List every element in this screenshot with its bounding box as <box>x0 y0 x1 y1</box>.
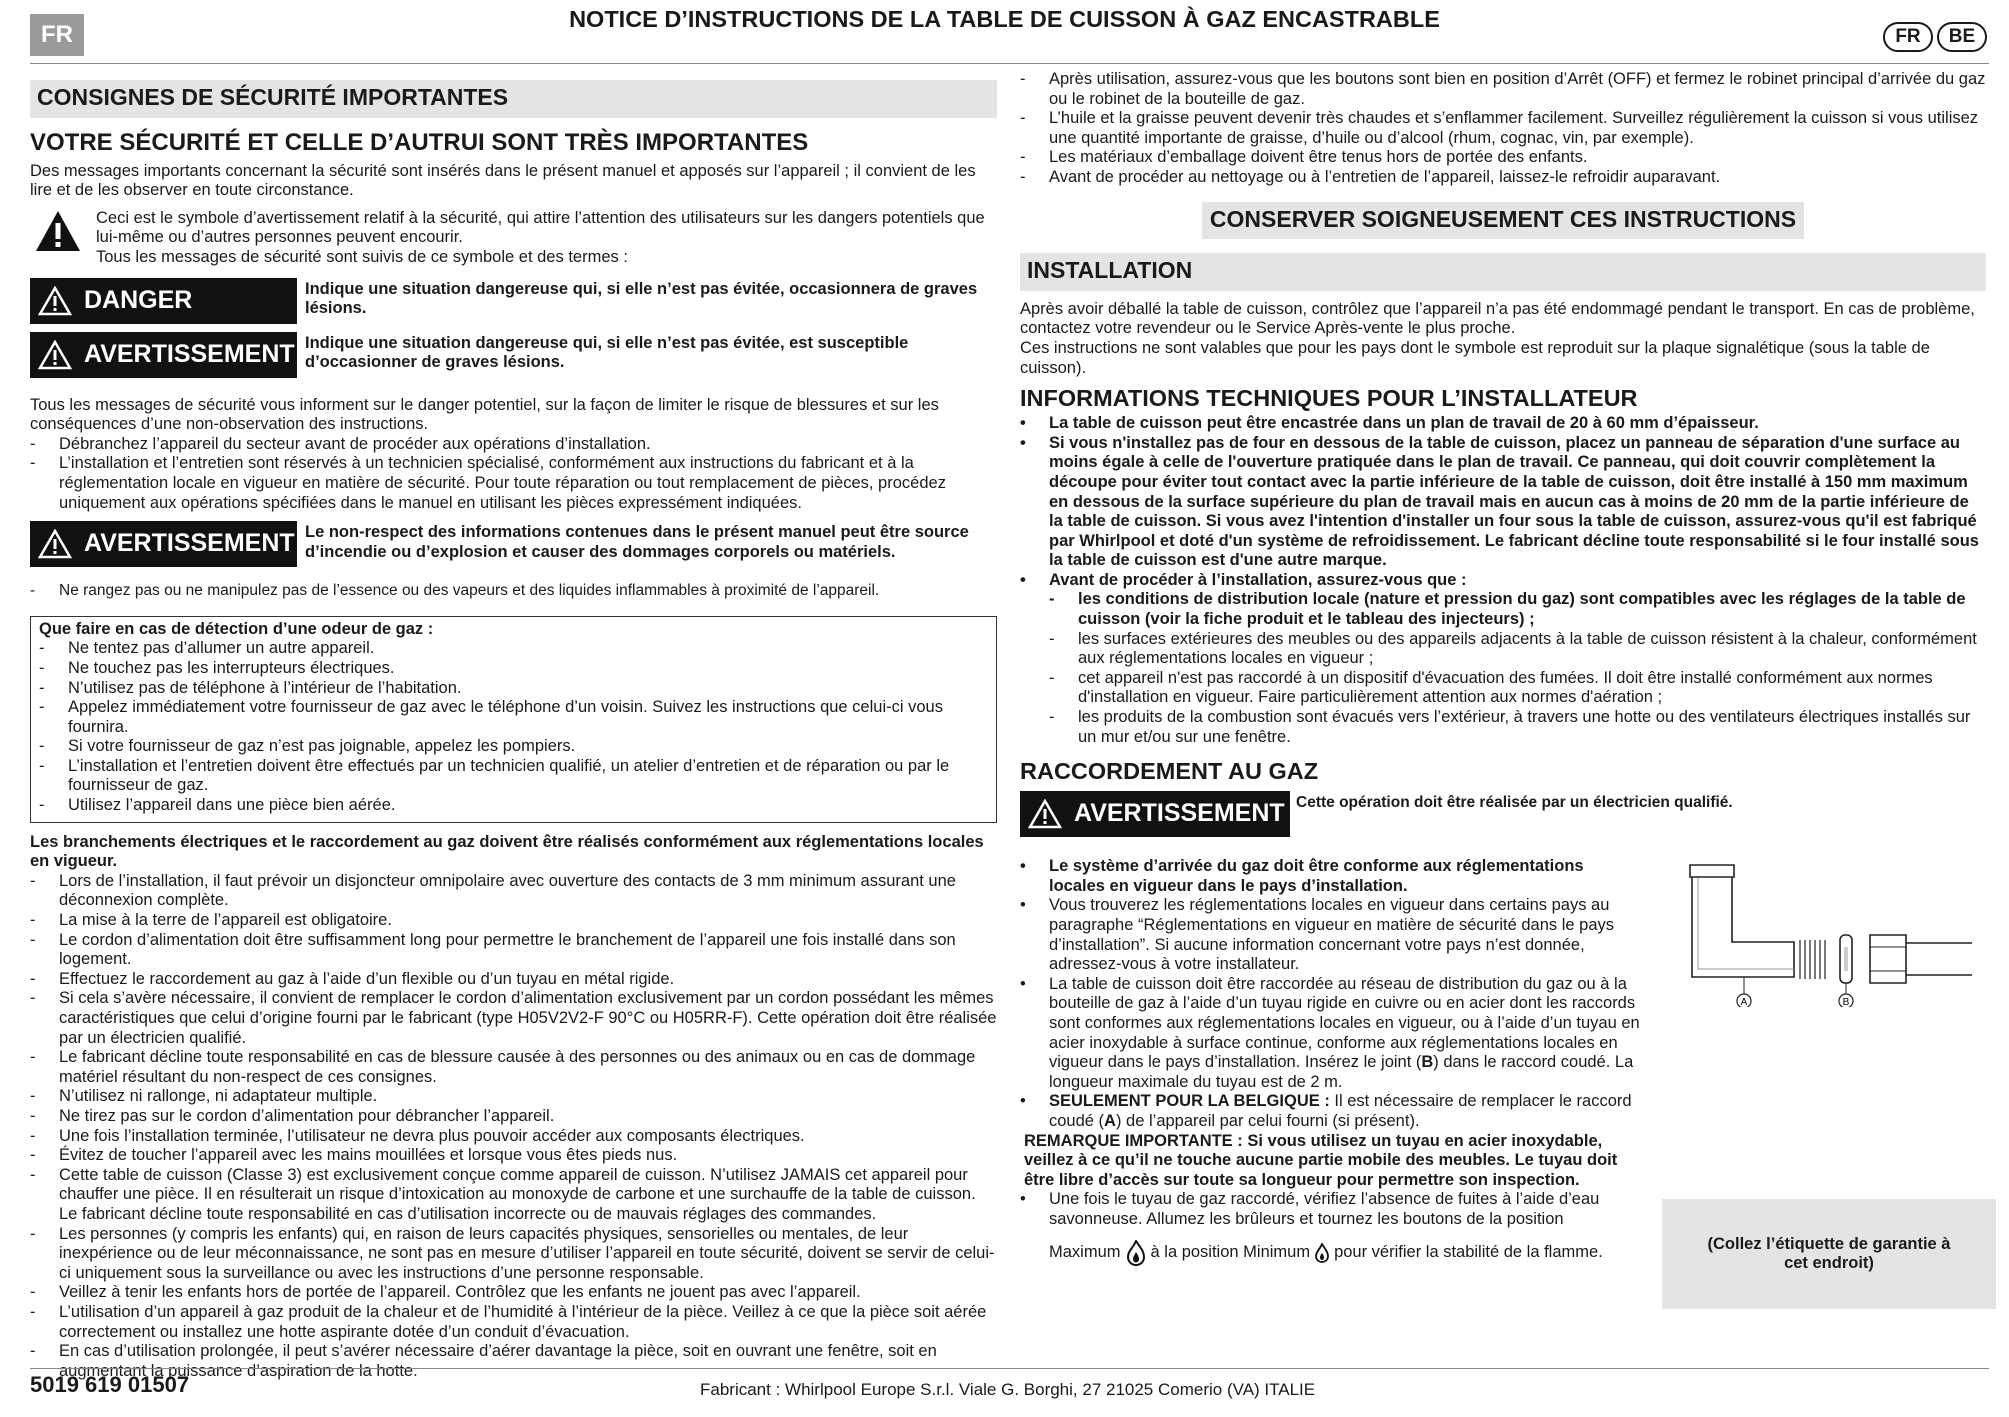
list-item: - Avant de procéder au nettoyage ou à l’entretien de l’appareil, laissez-le refroidir auparavant. <box>1020 168 1986 188</box>
country-badge-be: BE <box>1937 22 1987 52</box>
list-item: - Une fois l’installation terminée, l’utilisateur ne devra plus pouvoir accéder aux composants électriques. <box>30 1127 997 1147</box>
gas-figure-column <box>1644 857 1986 1273</box>
list-item: - Le cordon d’alimentation doit être suffisamment long pour permettre le branchement de l’appareil une fois installé dans son logement. <box>30 931 997 970</box>
gas-text-part: ) dans le raccord coudé. La longueur maximale du tuyau est de 2 m. <box>1049 1053 1634 1091</box>
warning-label-box <box>1020 791 1290 837</box>
list-item: - Cette table de cuisson (Classe 3) est exclusivement conçue comme appareil de cuisson. N’utilisez JAMAIS cet appareil pour chauffer une pièce. Il en résulterait un risque d’intoxication au monoxyde de carbone et une surchauffe de la table de cuisson. Le fabricant décline toute responsabilité en cas d’utilisation incorrecte ou de mauvais réglages des commandes. <box>30 1166 997 1225</box>
header-divider <box>30 63 1989 64</box>
section-safety-title: CONSIGNES DE SÉCURITÉ IMPORTANTES <box>30 80 997 118</box>
symbol-description: Ceci est le symbole d’avertissement relatif à la sécurité, qui attire l’attention des utilisateurs sur les dangers potentiels que lui-même ou d’autres personnes peuvent encourir. <box>96 208 985 247</box>
list-item: - Évitez de toucher l’appareil avec les mains mouillées et lorsque vous êtes pieds nus. <box>30 1146 997 1166</box>
list-item: - Les personnes (y compris les enfants) qui, en raison de leurs capacités physiques, sensorielles ou mentales, de leur inexpérience ou de leur méconnaissance, ne sont pas en mesure d’utiliser l’appareil en toute sécurité, doivent se servir de celui-ci uniquement sous la surveillance ou avec les instructions d’une personne responsable. <box>30 1225 997 1284</box>
flame-line <box>1049 1240 1644 1266</box>
gas-warning-row <box>1020 791 1986 837</box>
warning-label: AVERTISSEMENT <box>84 529 295 558</box>
danger-label: DANGER <box>84 285 193 314</box>
safety-para2: Tous les messages de sécurité vous informent sur le danger potentiel, sur la façon de limiter le risque de blessures et sur les conséquences d’une non-observation des instructions. <box>30 395 939 434</box>
warning-row <box>30 332 997 378</box>
list-item: - Effectuez le raccordement au gaz à l’aide d’un flexible ou d’un tuyau en métal rigide. <box>30 970 997 990</box>
large-flame-icon <box>1125 1240 1147 1266</box>
gas-text-part: SEULEMENT POUR LA BELGIQUE : <box>1049 1092 1330 1111</box>
technical-sublist <box>1049 590 1986 747</box>
warning-text: Le non-respect des informations contenues dans le présent manuel peut être source d’incendie ou d’explosion et causer des dommages corporels ou matériels. <box>305 523 969 561</box>
gas-odor-list <box>39 639 988 815</box>
gas-text-part: ) de l’appareil par celui fourni (si présent). <box>1115 1111 1420 1130</box>
list-item: - En cas d’utilisation prolongée, il peut s’avérer nécessaire d’aérer davantage la pièce, soit en ouvrant une fenêtre, soit en augmentant la puissance d’aspiration de la hotte. <box>30 1342 997 1381</box>
warning-triangle-icon <box>38 340 72 370</box>
gas-odor-box <box>30 616 997 823</box>
leak-check-text: Une fois le tuyau de gaz raccordé, vérifiez l’absence de fuites à l’aide d’eau savonneuse. Allumez les brûleurs et tournez les boutons de la position <box>1049 1190 1600 1228</box>
warning-label-box <box>30 521 297 567</box>
gas-connection-text <box>1020 857 1644 1265</box>
warning-text: Cette opération doit être réalisée par un électricien qualifié. <box>1296 794 1733 812</box>
safety-list-1 <box>30 435 997 513</box>
technical-check-intro: Avant de procéder à l’installation, assurez-vous que : <box>1049 570 1467 589</box>
technical-info-title: INFORMATIONS TECHNIQUES POUR L’INSTALLATEUR <box>1020 385 1638 412</box>
list-item: - Après utilisation, assurez-vous que les boutons sont bien en position d’Arrêt (OFF) et fermez le robinet principal d’arrivée du gaz ou le robinet de la bouteille de gaz. <box>1020 70 1986 109</box>
list-item: • La table de cuisson peut être encastrée dans un plan de travail de 20 à 60 mm d’épaisseur. <box>1020 414 1986 434</box>
danger-label-box <box>30 278 297 324</box>
flame-end-text: pour vérifier la stabilité de la flamme. <box>1334 1242 1603 1261</box>
symbol-terms: Tous les messages de sécurité sont suivis de ce symbole et des termes : <box>96 247 628 266</box>
list-item: - les produits de la combustion sont évacués vers l’extérieur, à travers une hotte ou des ventilateurs électriques installés sur un mur et/ou sur une fenêtre. <box>1049 708 1986 747</box>
list-item: - L’installation et l’entretien sont réservés à un technicien spécialisé, conformément aux instructions du fabricant et à la réglementation locale en vigueur en matière de sécurité. Pour toute réparation ou tout remplacement de pièces, procédez uniquement aux opérations spécifiées dans le manuel en utilisant les pièces expressément indiquées. <box>30 454 997 513</box>
list-item: - L’installation et l’entretien doivent être effectués par un technicien qualifié, un atelier d’entretien et de réparation ou par le fournisseur de gaz. <box>39 757 988 796</box>
safety-heading: VOTRE SÉCURITÉ ET CELLE D’AUTRUI SONT TRÈS IMPORTANTES <box>30 128 809 156</box>
warranty-sticker-area: (Collez l’étiquette de garantie à cet endroit) <box>1662 1199 1996 1309</box>
list-item: - L’huile et la graisse peuvent devenir très chaudes et s’enflammer facilement. Surveillez régulièrement la cuisson si vous utilisez une quantité importante de graisse, d’huile ou d’alcool (rhum, cognac, vin, par exemple). <box>1020 109 1986 148</box>
figure-label-a: A <box>1740 997 1748 1008</box>
gas-list <box>1020 857 1644 1131</box>
gas-text-part: La table de cuisson doit être raccordée au réseau de distribution du gaz ou à la bouteille de gaz à l’aide d’un tuyau rigide en cuivre ou en acier dont les raccords sont conformes aux réglementations locales en vigueur, ou à l’aide d’un tuyau en acier inoxydable à surface continue, conforme aux réglementations locales en vigueur dans le pays d’installation. Insérez le joint ( <box>1049 974 1640 1072</box>
keep-instructions-wrap <box>1020 202 1986 240</box>
gas-connection-block <box>1020 857 1986 1273</box>
language-tag: FR <box>30 14 84 56</box>
installation-para1: Après avoir déballé la table de cuisson, contrôlez que l’appareil n’a pas été endommagé pendant le transport. En cas de problème, contactez votre revendeur ou le Service Après-vente le plus proche. <box>1020 299 1975 338</box>
list-item: - Ne touchez pas les interrupteurs électriques. <box>39 659 988 679</box>
list-item: - Ne tentez pas d’allumer un autre appareil. <box>39 639 988 659</box>
keep-instructions-title: CONSERVER SOIGNEUSEMENT CES INSTRUCTIONS <box>1202 202 1804 240</box>
list-item: - les surfaces extérieures des meubles ou des appareils adjacents à la table de cuisson résistent à la chaleur, conformément aux réglementations locales en vigueur ; <box>1049 630 1986 669</box>
warning-row-2 <box>30 521 997 567</box>
list-item <box>1020 975 1644 1093</box>
footer-divider <box>30 1368 1989 1369</box>
document-code: 5019 619 01507 <box>30 1372 190 1397</box>
list-item: - Utilisez l’appareil dans une pièce bien aérée. <box>39 796 988 816</box>
warning-text: Indique une situation dangereuse qui, si elle n’est pas évitée, est susceptible d’occasionner de graves lésions. <box>305 333 909 372</box>
gas-list-2 <box>1020 1190 1644 1265</box>
electrical-title: Les branchements électriques et le raccordement au gaz doivent être réalisés conformément aux réglementations locales en vigueur. <box>30 832 984 871</box>
list-item: - Les matériaux d’emballage doivent être tenus hors de portée des enfants. <box>1020 148 1986 168</box>
important-remark: REMARQUE IMPORTANTE : Si vous utilisez un tuyau en acier inoxydable, veillez à ce qu’il ne touche aucune partie mobile des meubles. Le tuyau doit être libre d’accès sur toute sa longueur pour permettre son inspection. <box>1024 1131 1618 1189</box>
list-item: - Appelez immédiatement votre fournisseur de gaz avec le téléphone d’un voisin. Suivez les instructions que celui-ci vous fournira. <box>39 698 988 737</box>
right-column <box>1020 70 1986 1273</box>
document-title: NOTICE D’INSTRUCTIONS DE LA TABLE DE CUISSON À GAZ ENCASTRABLE <box>569 6 1440 32</box>
danger-row <box>30 278 997 324</box>
list-item: - cet appareil n'est pas raccordé à un dispositif d'évacuation des fumées. Il doit être installé conformément aux normes d'installation en vigueur. Faire particulièrement attention aux normes d'aération ; <box>1049 669 1986 708</box>
section-installation-title: INSTALLATION <box>1020 253 1986 291</box>
gas-text-part: B <box>1421 1053 1434 1072</box>
warning-triangle-icon <box>34 209 82 253</box>
list-item: • Si vous n'installez pas de four en dessous de la table de cuisson, placez un panneau de séparation d'une surface au moins égale à celle de l'ouverture pratiquée dans le plan de travail. Ce panneau, qui doit couvrir complètement la découpe pour éviter tout contact avec la partie inférieure de la table de cuisson, doit être installé à 150 mm maximum en dessous de la surface supérieure du plan de travail mais en aucun cas à moins de 20 mm de la partie inférieure de la table de cuisson. Si vous avez l'intention d'installer un four sous la table de cuisson, assurez-vous qu'il est fabriqué par Whirlpool et doté d'un système de refroidissement. Le fabricant décline toute responsabilité si le four installé sous la table de cuisson est d'une autre marque. <box>1020 434 1986 571</box>
list-item: • Vous trouverez les réglementations locales en vigueur dans certains pays au paragraphe “Réglementations en vigueur en matière de sécurité dans le pays d’installation”. Si aucune information concernant votre pays n’est donnée, adressez-vous à votre installateur. <box>1020 896 1644 974</box>
list-item: - Si votre fournisseur de gaz n’est pas joignable, appelez les pompiers. <box>39 737 988 757</box>
list-item: - Veillez à tenir les enfants hors de portée de l’appareil. Contrôlez que les enfants ne jouent pas avec l’appareil. <box>30 1283 997 1303</box>
gas-text-part: Il est nécessaire de remplacer le raccord coudé ( <box>1049 1092 1632 1130</box>
country-badges <box>1883 22 1987 52</box>
installation-para2: Ces instructions ne sont valables que pour les pays dont le symbole est reproduit sur la plaque signalétique (sous la table de cuisson). <box>1020 338 1930 377</box>
list-item: - La mise à la terre de l’appareil est obligatoire. <box>30 911 997 931</box>
list-item: - Ne rangez pas ou ne manipulez pas de l’essence ou des vapeurs et des liquides inflammables à proximité de l’appareil. <box>30 581 997 601</box>
small-flame-icon <box>1314 1243 1330 1263</box>
list-item: - les conditions de distribution locale (nature et pression du gaz) sont compatibles avec les réglages de la table de cuisson (voir la fiche produit et le tableau des injecteurs) ; <box>1049 590 1986 629</box>
gas-odor-title: Que faire en cas de détection d’une odeur de gaz : <box>39 619 434 638</box>
list-item <box>1020 1092 1644 1131</box>
warning-triangle-icon <box>1028 799 1062 829</box>
safety-symbol-block <box>30 209 997 268</box>
list-item: - N’utilisez pas de téléphone à l’intérieur de l’habitation. <box>39 679 988 699</box>
max-label: Maximum <box>1049 1242 1121 1261</box>
gas-connection-title: RACCORDEMENT AU GAZ <box>1020 758 1319 785</box>
gas-fitting-diagram <box>1674 857 1974 1007</box>
technical-list <box>1020 414 1986 590</box>
safety-list-2 <box>30 581 997 601</box>
figure-label-b: B <box>1842 997 1850 1008</box>
list-item <box>1020 571 1986 591</box>
list-item: - Le fabricant décline toute responsabilité en cas de blessure causée à des personnes ou des animaux ou en cas de dommage matériel résultant du non-respect de ces consignes. <box>30 1048 997 1087</box>
warning-label-box <box>30 332 297 378</box>
left-column <box>30 80 997 1381</box>
list-item: - Débranchez l’appareil du secteur avant de procéder aux opérations d’installation. <box>30 435 997 455</box>
country-badge-fr: FR <box>1883 22 1933 52</box>
manufacturer-address: Fabricant : Whirlpool Europe S.r.l. Viale G. Borghi, 27 21025 Comerio (VA) ITALIE <box>700 1380 1316 1399</box>
list-item: - Lors de l’installation, il faut prévoir un disjoncteur omnipolaire avec ouverture des contacts de 3 mm minimum assurant une déconnexion complète. <box>30 872 997 911</box>
safety-intro: Des messages importants concernant la sécurité sont insérés dans le présent manuel et apposés sur l’appareil ; il convient de les lire et de les observer en toute circonstance. <box>30 161 976 200</box>
warning-triangle-icon <box>38 529 72 559</box>
gas-text-part: A <box>1104 1111 1116 1130</box>
min-label: à la position Minimum <box>1150 1242 1311 1261</box>
danger-text: Indique une situation dangereuse qui, si elle n’est pas évitée, occasionnera de graves lésions. <box>305 279 978 318</box>
list-item: - L’utilisation d’un appareil à gaz produit de la chaleur et de l’humidité à l’intérieur de la pièce. Veillez à ce que la pièce soit aérée correctement ou installez une hotte aspirante dotée d’un conduit d’évacuation. <box>30 1303 997 1342</box>
list-item <box>1020 1190 1644 1265</box>
safety-list-continued <box>1020 70 1986 188</box>
warning-label: AVERTISSEMENT <box>1074 799 1285 828</box>
list-item: • Le système d’arrivée du gaz doit être conforme aux réglementations locales en vigueur dans le pays d’installation. <box>1020 857 1644 896</box>
warning-label: AVERTISSEMENT <box>84 339 295 368</box>
warning-triangle-icon <box>38 286 72 316</box>
list-item: - Ne tirez pas sur le cordon d’alimentation pour débrancher l’appareil. <box>30 1107 997 1127</box>
electrical-list <box>30 872 997 1381</box>
list-item: - N’utilisez ni rallonge, ni adaptateur multiple. <box>30 1087 997 1107</box>
list-item: - Si cela s’avère nécessaire, il convient de remplacer le cordon d’alimentation exclusivement par un cordon possédant les mêmes caractéristiques que celui d’origine fourni par le fabricant (type H05V2V2-F 90°C ou H05RR-F). Cette opération doit être réalisée par un électricien qualifié. <box>30 989 997 1048</box>
